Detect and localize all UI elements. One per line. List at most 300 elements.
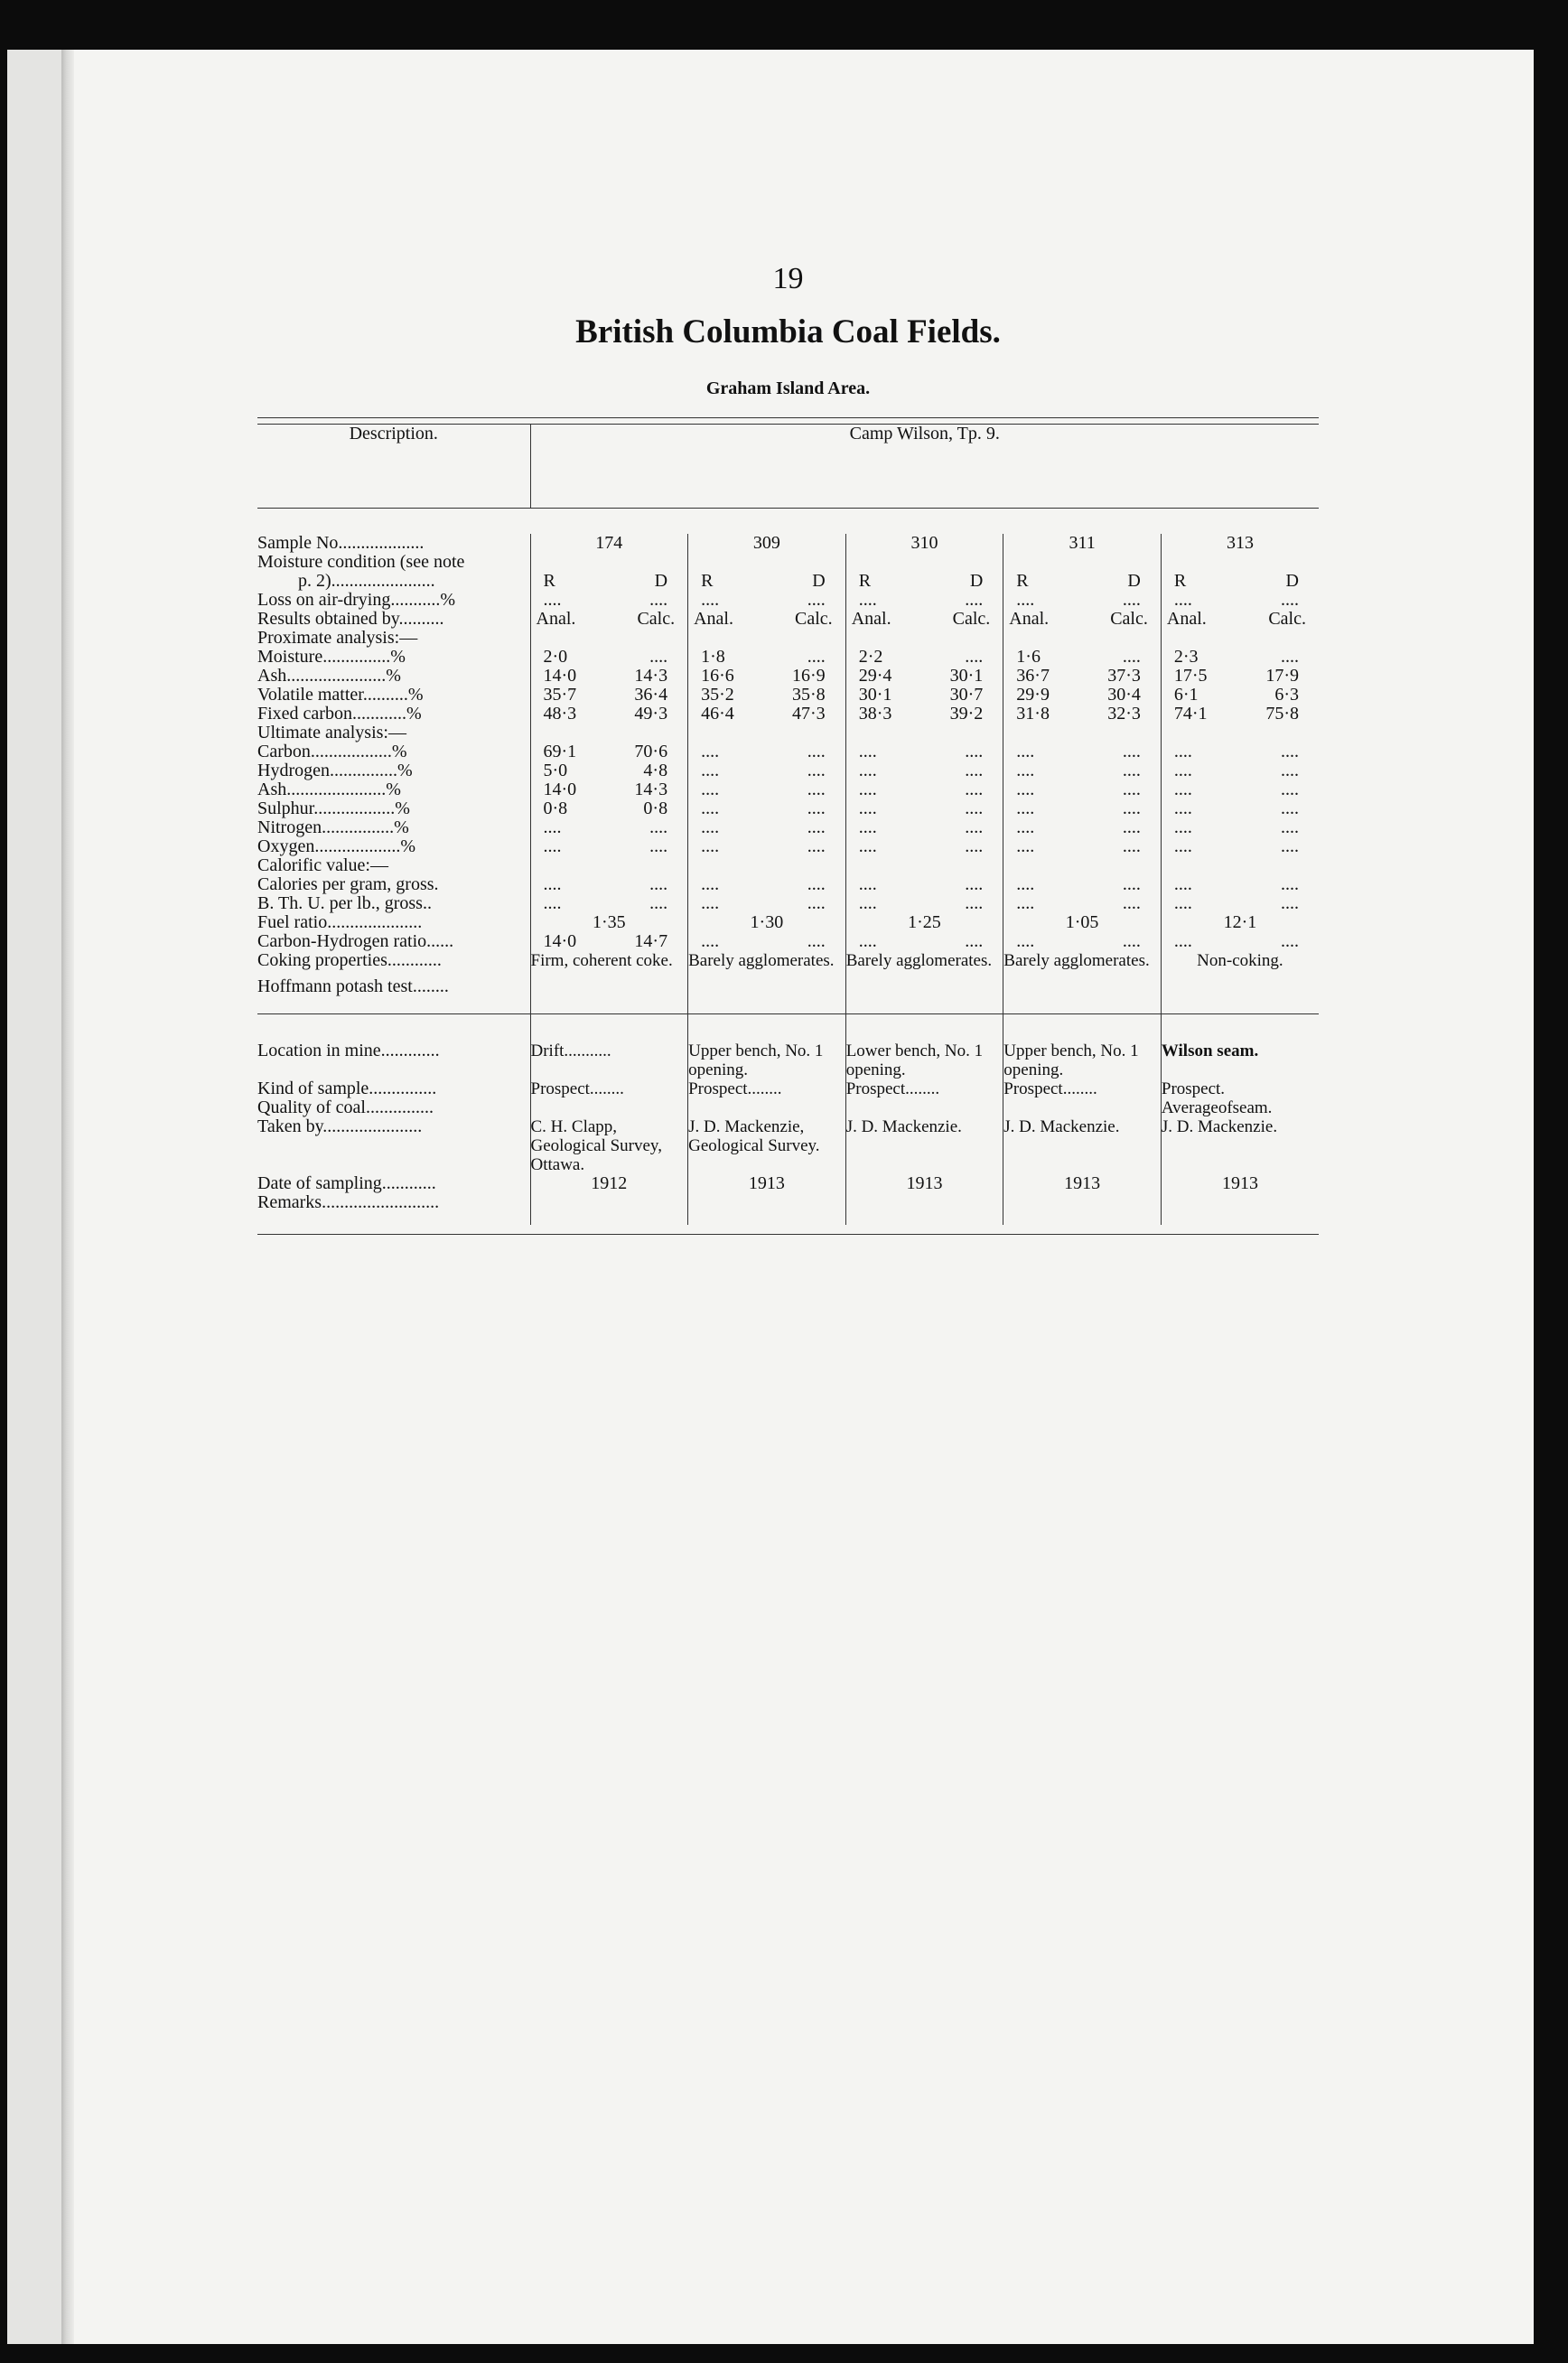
value-cell: ....	[858, 799, 877, 818]
value-pair-cell	[688, 667, 846, 686]
row-label: Carbon..................%	[257, 743, 407, 761]
anal-calc-cell	[1161, 610, 1319, 629]
empty-cell	[845, 856, 1003, 875]
value-pair-cell	[1161, 818, 1319, 837]
rd-cell	[1161, 553, 1319, 591]
anal-label: Anal.	[1009, 609, 1050, 629]
value-cell: ....	[1173, 761, 1192, 780]
value-cell: ....	[649, 817, 668, 837]
row-label: Sample No...................	[257, 534, 425, 553]
value-pair-cell	[1003, 761, 1162, 780]
table-row	[257, 1193, 1319, 1225]
value-cell: ....	[858, 893, 877, 913]
value-pair-cell	[1161, 780, 1319, 799]
rd-label: D	[812, 571, 826, 591]
value-pair-cell	[845, 761, 1003, 780]
value-pair-cell	[1161, 799, 1319, 818]
value-cell: ....	[701, 799, 720, 818]
row-label: Ultimate analysis:—	[257, 724, 406, 743]
value-cell: 1·25	[845, 913, 1003, 932]
value-cell: 29·4	[858, 666, 892, 686]
empty-cell	[688, 724, 846, 743]
value-cell: ....	[543, 836, 562, 856]
value-cell: ....	[965, 836, 984, 856]
date-value: 1913	[1003, 1174, 1162, 1193]
empty-cell	[1161, 724, 1319, 743]
table-row	[257, 648, 1319, 667]
kind-value: Prospect.	[1161, 1079, 1319, 1098]
value-pair-cell	[1161, 875, 1319, 894]
row-label: B. Th. U. per lb., gross..	[257, 894, 432, 913]
rd-label: R	[1173, 571, 1187, 591]
value-cell: ....	[1016, 780, 1035, 799]
table-row	[257, 837, 1319, 856]
value-pair-cell	[845, 780, 1003, 799]
value-cell: ....	[1016, 874, 1035, 894]
value-cell: ....	[701, 780, 720, 799]
value-cell: 30·7	[949, 685, 984, 705]
value-pair-cell	[845, 705, 1003, 724]
table-row	[257, 970, 1319, 1014]
value-cell: 14·0	[543, 931, 577, 951]
value-cell: ....	[1122, 761, 1141, 780]
location-value: Upper bench, No. 1 opening.	[1003, 1041, 1162, 1079]
rd-cell	[688, 553, 846, 591]
row-label: Loss on air-drying...........%	[257, 591, 456, 610]
table-row	[257, 894, 1319, 913]
value-cell: ....	[1122, 893, 1141, 913]
value-cell: 30·1	[858, 685, 892, 705]
value-cell: ....	[858, 836, 877, 856]
value-pair-cell	[530, 648, 688, 667]
table-row	[257, 799, 1319, 818]
rd-label: D	[969, 571, 984, 591]
value-cell: ....	[965, 742, 984, 761]
value-cell: ....	[1173, 893, 1192, 913]
value-pair-cell	[845, 686, 1003, 705]
value-cell: ....	[1122, 931, 1141, 951]
value-pair-cell	[845, 837, 1003, 856]
value-cell: 0·8	[543, 799, 568, 818]
value-cell: 75·8	[1265, 704, 1299, 724]
numeric-block	[257, 648, 1319, 951]
value-pair-cell	[1161, 648, 1319, 667]
page-fold	[61, 50, 74, 2344]
value-cell: ....	[701, 893, 720, 913]
row-label: Quality of coal...............	[257, 1098, 434, 1117]
value-pair-cell	[530, 780, 688, 799]
table-row	[257, 724, 1319, 743]
value-cell: ....	[858, 761, 877, 780]
value-cell: ....	[1016, 799, 1035, 818]
value-cell: ....	[1173, 931, 1192, 951]
value-pair-cell	[1161, 894, 1319, 913]
value-cell: ....	[1016, 836, 1035, 856]
value-pair-cell	[688, 875, 846, 894]
row-label: Fuel ratio.....................	[257, 913, 423, 932]
value-cell: 32·3	[1107, 704, 1141, 724]
rd-cell	[530, 553, 688, 591]
coking-value: Firm, coherent coke.	[530, 951, 688, 970]
value-cell: ....	[965, 647, 984, 667]
sample-number: 313	[1161, 534, 1319, 553]
dots: ....	[1122, 590, 1141, 610]
coking-value: Barely agglomerates.	[845, 951, 1003, 970]
rd-cell	[1003, 553, 1162, 591]
row-label: Ash......................%	[257, 667, 401, 686]
page-subtitle: Graham Island Area.	[705, 378, 871, 398]
value-pair-cell	[1003, 837, 1162, 856]
table-row	[257, 553, 1319, 591]
dots-cell	[688, 591, 846, 610]
value-cell: ....	[649, 647, 668, 667]
value-cell: 0·8	[643, 799, 668, 818]
value-cell: 29·9	[1016, 685, 1050, 705]
value-cell: ....	[1281, 742, 1299, 761]
coking-value: Barely agglomerates.	[688, 951, 846, 970]
taken-by-value: J. D. Mackenzie.	[1003, 1117, 1162, 1174]
rd-cell	[845, 553, 1003, 591]
value-cell: ....	[1173, 817, 1192, 837]
table-row	[257, 913, 1319, 932]
value-pair-cell	[1003, 705, 1162, 724]
value-cell: 16·6	[701, 666, 734, 686]
calc-label: Calc.	[1268, 609, 1306, 629]
kind-value: Prospect........	[688, 1079, 846, 1098]
value-cell: ....	[1281, 799, 1299, 818]
taken-by-value: J. D. Mackenzie, Geological Survey.	[688, 1117, 846, 1174]
anal-calc-cell	[530, 610, 688, 629]
value-pair-cell	[530, 705, 688, 724]
table-row	[257, 1174, 1319, 1193]
value-cell: ....	[1122, 780, 1141, 799]
value-pair-cell	[688, 686, 846, 705]
value-cell: ....	[807, 931, 826, 951]
value-cell: ....	[1122, 817, 1141, 837]
value-cell: 14·0	[543, 666, 577, 686]
value-pair-cell	[845, 667, 1003, 686]
value-cell: ....	[807, 874, 826, 894]
value-pair-cell	[530, 875, 688, 894]
location-value: Drift...........	[530, 1041, 688, 1079]
value-cell: 5·0	[543, 761, 568, 780]
value-cell: 74·1	[1173, 704, 1208, 724]
page-title: British Columbia Coal Fields.	[575, 313, 1001, 350]
value-cell: ....	[965, 931, 984, 951]
value-pair-cell	[530, 686, 688, 705]
page-number: 19	[772, 262, 804, 295]
value-cell: 6·1	[1173, 685, 1199, 705]
rd-label: R	[543, 571, 555, 591]
value-cell: ....	[701, 874, 720, 894]
table-row	[257, 780, 1319, 799]
value-cell: ....	[543, 874, 562, 894]
table-row	[257, 951, 1319, 970]
value-cell: ....	[1016, 761, 1035, 780]
value-cell: ....	[1016, 893, 1035, 913]
value-cell: ....	[1281, 931, 1299, 951]
row-label: Fixed carbon............%	[257, 705, 422, 724]
dots: ....	[807, 590, 826, 610]
value-cell: ....	[1122, 874, 1141, 894]
row-label: Calorific value:—	[257, 856, 388, 875]
value-cell: ....	[543, 817, 562, 837]
row-label	[257, 553, 530, 591]
value-cell: ....	[649, 836, 668, 856]
value-pair-cell	[845, 799, 1003, 818]
location-header: Camp Wilson, Tp. 9.	[530, 425, 1319, 509]
value-cell: 35·7	[543, 685, 577, 705]
row-label: Hydrogen...............%	[257, 761, 413, 780]
value-cell: 35·8	[792, 685, 826, 705]
value-cell: ....	[858, 742, 877, 761]
table-row	[257, 818, 1319, 837]
location-value: Wilson seam.	[1161, 1041, 1319, 1079]
kind-value: Prospect........	[530, 1079, 688, 1098]
table-row	[257, 856, 1319, 875]
coking-block	[257, 951, 1319, 1225]
row-label: Calories per gram, gross.	[257, 875, 439, 894]
row-label: Date of sampling............	[257, 1174, 436, 1193]
page-content	[257, 262, 1319, 1235]
value-cell: 14·7	[634, 931, 668, 951]
empty-cell	[688, 856, 846, 875]
rd-label: D	[1285, 571, 1299, 591]
calc-label: Calc.	[1110, 609, 1148, 629]
value-cell: 2·3	[1173, 647, 1199, 667]
quality-value	[530, 1098, 688, 1117]
value-cell: ....	[701, 931, 720, 951]
dots-cell	[530, 591, 688, 610]
value-cell: ....	[649, 893, 668, 913]
value-pair-cell	[845, 894, 1003, 913]
value-cell: ....	[807, 893, 826, 913]
value-pair-cell	[530, 761, 688, 780]
value-cell: ....	[858, 817, 877, 837]
value-cell: 70·6	[634, 742, 668, 761]
value-cell: 35·2	[701, 685, 734, 705]
row-label: Sulphur..................%	[257, 799, 410, 818]
value-pair-cell	[688, 837, 846, 856]
description-header: Description.	[349, 424, 438, 444]
value-cell: ....	[858, 874, 877, 894]
table-row	[257, 1079, 1319, 1098]
dots: ....	[701, 590, 720, 610]
row-label-line: Moisture condition (see note	[257, 553, 465, 572]
empty-cell	[530, 856, 688, 875]
value-pair-cell	[1003, 932, 1162, 951]
value-cell: ....	[1016, 742, 1035, 761]
row-label: Oxygen...................%	[257, 837, 415, 856]
sample-number: 311	[1003, 534, 1162, 553]
page-edge	[7, 50, 61, 2344]
row-label: Coking properties............	[257, 951, 442, 970]
row-label: Remarks..........................	[257, 1193, 440, 1212]
quality-value	[1003, 1098, 1162, 1117]
value-cell: 14·3	[634, 666, 668, 686]
value-cell: ....	[965, 780, 984, 799]
value-cell: ....	[701, 836, 720, 856]
value-pair-cell	[1003, 648, 1162, 667]
calc-label: Calc.	[795, 609, 833, 629]
value-cell: ....	[1122, 836, 1141, 856]
taken-by-value: J. D. Mackenzie.	[845, 1117, 1003, 1174]
anal-calc-cell	[845, 610, 1003, 629]
value-cell: ....	[965, 761, 984, 780]
value-pair-cell	[688, 799, 846, 818]
value-cell: ....	[965, 817, 984, 837]
value-cell: 36·4	[634, 685, 668, 705]
kind-value: Prospect........	[1003, 1079, 1162, 1098]
value-cell: 2·2	[858, 647, 883, 667]
value-cell: ....	[1281, 893, 1299, 913]
value-cell: ....	[701, 817, 720, 837]
value-pair-cell	[1161, 686, 1319, 705]
value-pair-cell	[530, 667, 688, 686]
value-pair-cell	[530, 894, 688, 913]
value-cell: 16·9	[792, 666, 826, 686]
value-pair-cell	[688, 705, 846, 724]
value-cell: ....	[1281, 836, 1299, 856]
value-cell: ....	[858, 931, 877, 951]
dots-cell	[845, 591, 1003, 610]
value-cell: 47·3	[792, 704, 826, 724]
value-pair-cell	[688, 648, 846, 667]
taken-by-value: C. H. Clapp, Geological Survey, Ottawa.	[530, 1117, 688, 1174]
value-cell: ....	[701, 742, 720, 761]
value-cell: 14·0	[543, 780, 577, 799]
value-pair-cell	[1003, 743, 1162, 761]
value-cell: 17·5	[1173, 666, 1208, 686]
value-pair-cell	[1161, 932, 1319, 951]
value-cell: 4·8	[643, 761, 668, 780]
value-cell: ....	[1281, 647, 1299, 667]
empty-cell	[845, 724, 1003, 743]
value-cell: ....	[1122, 799, 1141, 818]
location-value: Lower bench, No. 1 opening.	[845, 1041, 1003, 1079]
table-row	[257, 610, 1319, 629]
value-cell: 39·2	[949, 704, 984, 724]
kind-value: Prospect........	[845, 1079, 1003, 1098]
row-label: Nitrogen................%	[257, 818, 409, 837]
dots-cell	[1003, 591, 1162, 610]
value-cell: 37·3	[1107, 666, 1141, 686]
dots: ....	[858, 590, 877, 610]
value-cell: 38·3	[858, 704, 892, 724]
value-pair-cell	[688, 818, 846, 837]
header-rule-row	[257, 509, 1319, 535]
value-pair-cell	[845, 932, 1003, 951]
value-cell: 1·35	[530, 913, 688, 932]
value-cell: 12·1	[1161, 913, 1319, 932]
value-cell: ....	[807, 799, 826, 818]
value-pair-cell	[1003, 818, 1162, 837]
anal-calc-cell	[688, 610, 846, 629]
value-pair-cell	[845, 648, 1003, 667]
table-row	[257, 667, 1319, 686]
value-cell: 69·1	[543, 742, 577, 761]
table-row	[257, 761, 1319, 780]
value-pair-cell	[688, 743, 846, 761]
location-value: Upper bench, No. 1 opening.	[688, 1041, 846, 1079]
value-pair-cell	[530, 799, 688, 818]
anal-label: Anal.	[536, 609, 576, 629]
value-cell: 31·8	[1016, 704, 1050, 724]
value-cell: ....	[649, 874, 668, 894]
value-cell: ....	[807, 742, 826, 761]
anal-label: Anal.	[851, 609, 891, 629]
value-cell: ....	[807, 647, 826, 667]
value-pair-cell	[688, 894, 846, 913]
value-cell: ....	[807, 836, 826, 856]
value-pair-cell	[1003, 686, 1162, 705]
row-label: Kind of sample...............	[257, 1079, 437, 1098]
row-label: Carbon-Hydrogen ratio......	[257, 932, 454, 951]
value-pair-cell	[688, 780, 846, 799]
value-cell: ....	[807, 817, 826, 837]
value-cell: ....	[1122, 742, 1141, 761]
empty-cell	[1161, 856, 1319, 875]
rd-label: D	[1127, 571, 1141, 591]
value-pair-cell	[530, 837, 688, 856]
value-cell: 1·30	[688, 913, 846, 932]
rd-label: D	[654, 571, 668, 591]
value-pair-cell	[688, 932, 846, 951]
table-row	[257, 1041, 1319, 1079]
anal-label: Anal.	[1166, 609, 1207, 629]
value-pair-cell	[530, 932, 688, 951]
value-cell: 30·1	[949, 666, 984, 686]
row-label: Ash......................%	[257, 780, 401, 799]
date-value: 1913	[845, 1174, 1003, 1193]
value-cell: ....	[1016, 817, 1035, 837]
value-pair-cell	[1003, 875, 1162, 894]
value-pair-cell	[688, 761, 846, 780]
dots-cell	[1161, 591, 1319, 610]
value-pair-cell	[1161, 761, 1319, 780]
empty-cell	[1003, 856, 1162, 875]
value-cell: ....	[965, 874, 984, 894]
quality-value	[688, 1098, 846, 1117]
row-label-line: p. 2).......................	[298, 572, 435, 591]
value-cell: ....	[1173, 836, 1192, 856]
coal-analysis-table	[257, 425, 1319, 648]
sample-number: 310	[845, 534, 1003, 553]
coking-value: Non-coking.	[1161, 951, 1319, 970]
value-cell: ....	[1173, 780, 1192, 799]
value-pair-cell	[530, 818, 688, 837]
value-cell: 6·3	[1274, 685, 1299, 705]
value-cell: 1·6	[1016, 647, 1041, 667]
value-pair-cell	[845, 818, 1003, 837]
date-value: 1913	[688, 1174, 846, 1193]
table-row	[257, 629, 1319, 648]
rd-label: R	[1016, 571, 1029, 591]
quality-value	[845, 1098, 1003, 1117]
value-pair-cell	[1161, 705, 1319, 724]
rd-label: R	[701, 571, 714, 591]
row-label: Location in mine.............	[257, 1041, 440, 1060]
value-cell: ....	[1281, 761, 1299, 780]
dots: ....	[1016, 590, 1035, 610]
empty-cell	[1003, 724, 1162, 743]
mid-rule-row	[257, 1014, 1319, 1042]
calc-label: Calc.	[952, 609, 991, 629]
value-cell: 2·0	[543, 647, 568, 667]
dots: ....	[1281, 590, 1299, 610]
value-cell: ....	[1173, 742, 1192, 761]
value-pair-cell	[1003, 894, 1162, 913]
